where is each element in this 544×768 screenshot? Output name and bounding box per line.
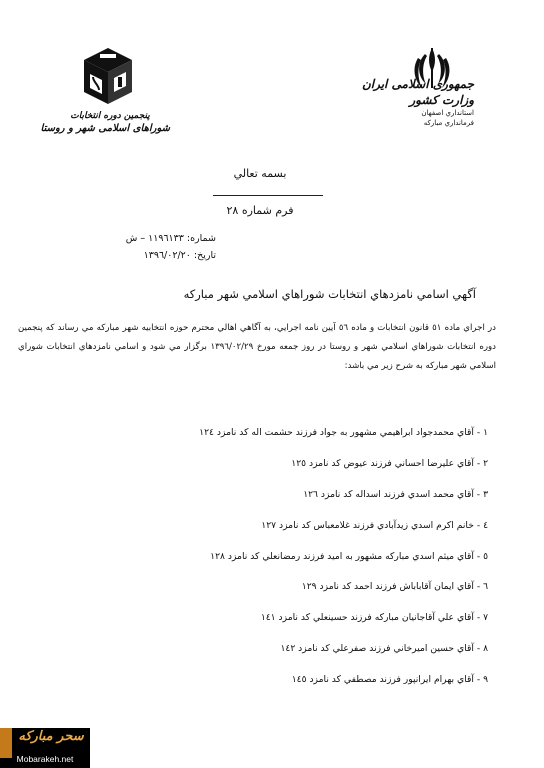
watermark-script: سحر مبارکه (18, 729, 84, 744)
ministry-county-line: فرمانداري مباركه (423, 119, 474, 127)
ministry-province-line: استانداري اصفهان (421, 109, 474, 117)
letter-date: تاريخ: ١٣٩٦/٠٢/٢٠ (143, 250, 216, 261)
election-header (40, 110, 170, 136)
nominee-item: ٣ - آقاي محمد اسدي فرزند اسداله كد نامزد ١٢٦ (303, 488, 488, 500)
letter-meta (106, 230, 216, 264)
election-title-line: پنجمین دوره انتخابات (70, 111, 150, 121)
notice-title: آگهي اسامي نامزدهاي انتخابات شوراهاي اسلامي شهر مباركه (183, 287, 476, 301)
letter-number: شماره: ١١٩٦١٣٣ – ش (125, 233, 216, 244)
nominee-item: ٦ - آقاي ايمان آقاباباش فرزند احمد كد نامزد ١٢٩ (301, 581, 488, 593)
ballot-box-logo-icon (80, 44, 136, 108)
nominee-item: ٢ - آقاي عليرضا احساني فرزند عيوض كد نامزد ١٢٥ (291, 457, 488, 469)
watermark-url: Mobarakeh.net (16, 754, 74, 764)
heading-divider (213, 195, 323, 196)
notice-paragraph: در اجراي ماده ٥١ قانون انتخابات و ماده ٥٦ آيين نامه اجرايي، به آگاهي اهالي محترم حوزه انتخابيه شهر مباركه مي رساند كه پنجمين دوره انتخابات شوراهاي اسلامي شهر و روستا در روز جمعه مورخ ١٣٩٦/٠٢/٢٩ برگزار مي شود و اسامي نامزدهاي انتخابات شوراي اسلامي شهر مباركه به شرح زير مي باشد: (18, 323, 497, 371)
ministry-name-line: وزارت کشور (409, 93, 474, 107)
ministry-header (354, 76, 474, 128)
nominee-item: ٤ - خانم اكرم اسدي زيدآبادي فرزند غلامعباس كد نامزد ١٢٧ (261, 519, 488, 531)
nominee-item: ٧ - آقاي علي آقاجانيان مباركه فرزند حسينعلي كد نامزد ١٤١ (260, 612, 488, 624)
ministry-country-line: جمهوری اسلامی ایران (361, 77, 474, 91)
nominee-item: ١ - آقاي محمدجواد ابراهيمي مشهور به جواد فرزند حشمت اله كد نامزد ١٢٤ (199, 427, 488, 438)
election-councils-line: شوراهای اسلامی شهر و روستا (40, 123, 170, 134)
nominee-list (58, 426, 488, 704)
bismillah-heading: بسمه تعالي (233, 167, 287, 180)
nominee-item: ٥ - آقاي ميثم اسدي مباركه مشهور به امید فرزند رمضانعلي كد نامزد ١٢٨ (210, 550, 488, 562)
form-number: فرم شماره ٢٨ (226, 204, 294, 217)
nominee-item: ٩ - آقاي بهرام ايرانپور فرزند مصطفي كد نامزد ١٤٥ (291, 674, 488, 686)
nominee-item: ٨ - آقاي حسين اميرخاني فرزند صفرعلي كد نامزد ١٤٢ (280, 643, 488, 655)
